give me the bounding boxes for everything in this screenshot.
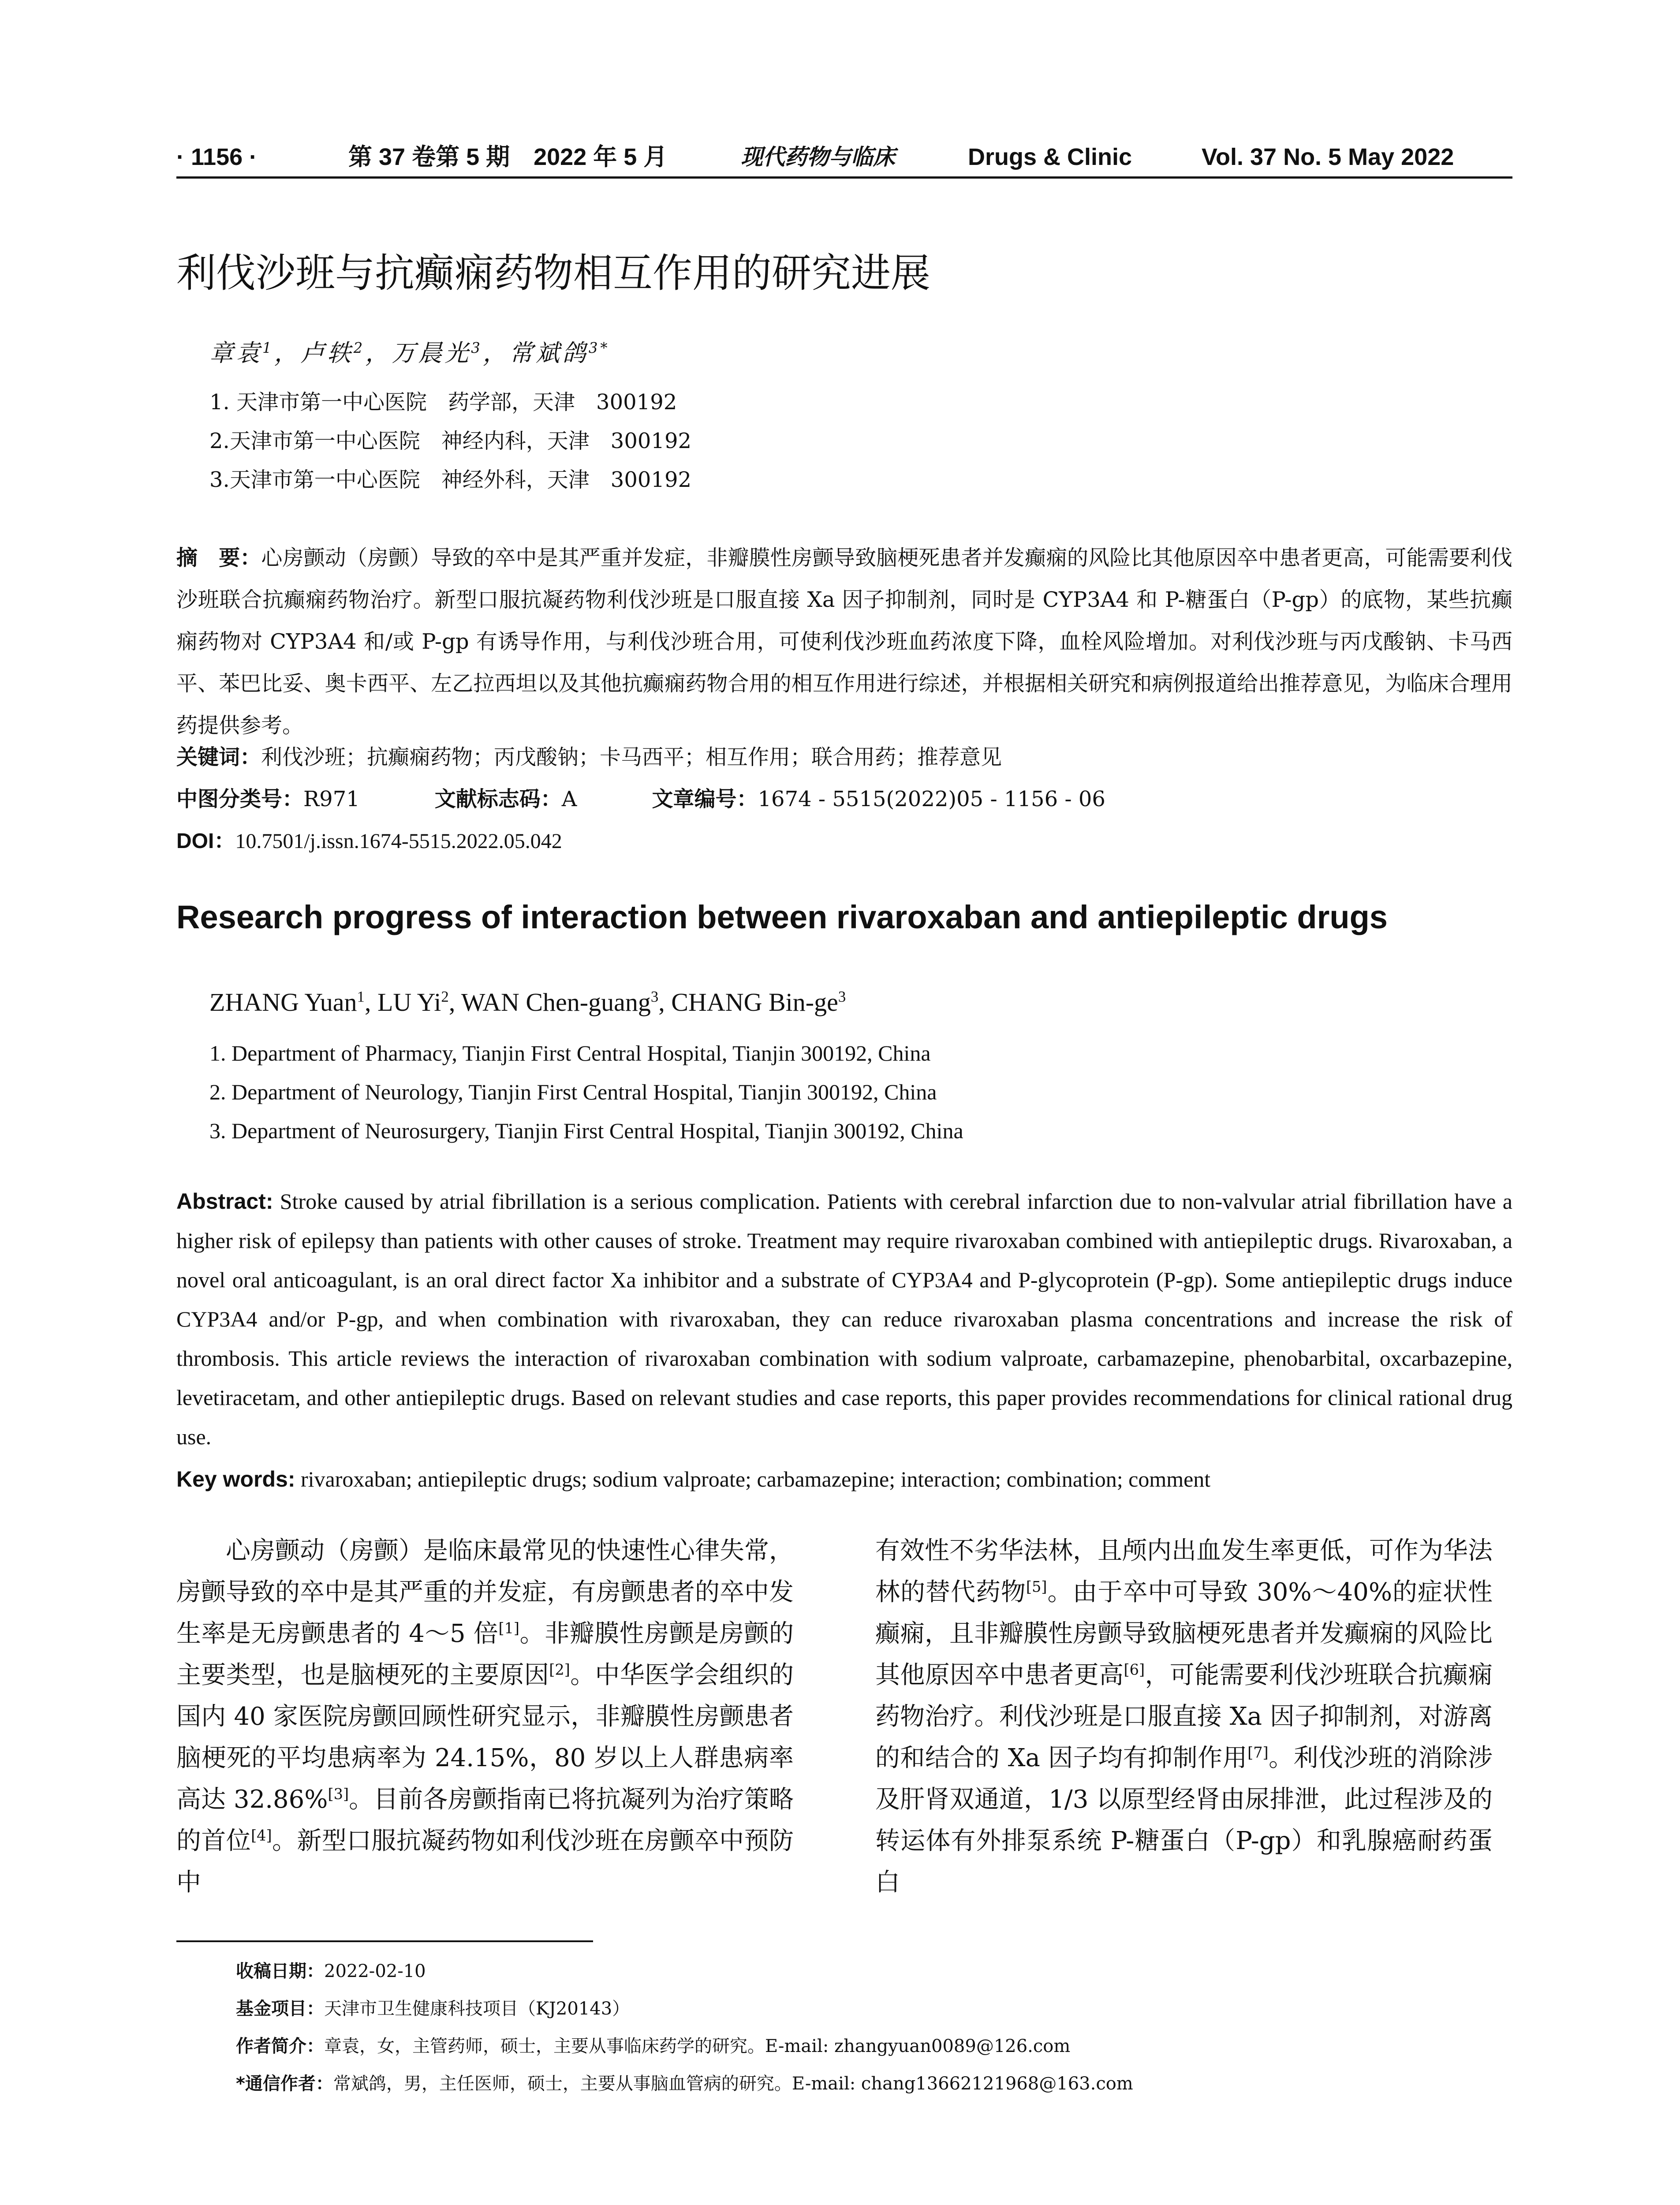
- authors-en: ZHANG Yuan$^1$, LU Yi$^2$, WAN Chen-guang$^3$, CHANG Bin-$ge^3$: [209, 988, 846, 1017]
- footnote-received: [236, 1958, 426, 1984]
- doi-value: 10.7501/j.issn.1674-5515.2022.05.042: [235, 830, 562, 853]
- keywords-cn: [176, 736, 1512, 778]
- author-value: 章袁，女，主管药师，硕士，主要从事临床药学的研究。E-mail: zhangyuan0089@126.com: [324, 2036, 1071, 2056]
- header-volume-cn: 第 37 卷第 5 期 2022 年 5 月: [348, 144, 668, 170]
- abstract-cn-label: 摘 要：: [176, 546, 261, 570]
- footnote-rule: [176, 1940, 593, 1942]
- received-value: 2022-02-10: [324, 1961, 426, 1981]
- affiliation-cn-1: 1. 天津市第一中心医院 药学部，天津 300192: [209, 390, 677, 415]
- abstract-en: [176, 1182, 1512, 1457]
- footnote-fund: [236, 1996, 630, 2022]
- header-page-number: · 1156 ·: [176, 144, 258, 170]
- doi-line: [176, 820, 1512, 862]
- doi-label: DOI：: [176, 830, 235, 853]
- abstract-en-text: Stroke caused by atrial fibrillation is a serious complication. Patients with cerebral infarction due to non-valvular atrial fibrillation have a higher risk of epilepsy than patients with other causes of stroke. Treatment may require rivaroxaban combined with antiepileptic drugs. Rivaroxaban, a novel oral anticoagulant, is an oral direct factor Xa inhibitor and a substrate of CYP3A4 and P-glycoprotein (P-gp). Some antiepileptic drugs induce CYP3A4 and/or P-gp, and when combination with rivaroxaban, they can reduce rivaroxaban plasma concentrations and increase the risk of thrombosis. This article reviews the interaction of rivaroxaban combination with sodium valproate, carbamazepine, phenobarbital, oxcarbazepine, levetiracetam, and other antiepileptic drugs. Based on relevant studies and case reports, this paper provides recommendations for clinical rational drug use.: [176, 1189, 1512, 1449]
- abstract-en-label: Abstract:: [176, 1189, 273, 1214]
- doc-code-value: A: [561, 787, 577, 811]
- fund-value: 天津市卫生健康科技项目（KJ20143）: [324, 1999, 630, 2019]
- body-right-column: 有效性不劣华法林，且颅内出血发生率更低，可作为华法林的替代药物[5]。由于卒中可导致 30%～40%的症状性癫痫，且非瓣膜性房颤导致脑梗死患者并发癫痫的风险比其他原因卒中患者更高[6]，可能需要利伐沙班联合抗癫痫药物治疗。利伐沙班是口服直接 Xa 因子抑制剂，对游离的和结合的 Xa 因子均有抑制作用[7]。利伐沙班的消除涉及肝肾双通道，1/3 以原型经肾由尿排泄，此过程涉及的转运体有外排泵系统 P-糖蛋白（P-gp）和乳腺癌耐药蛋白: [875, 1536, 1493, 1897]
- keywords-cn-text: 利伐沙班；抗癫痫药物；丙戊酸钠；卡马西平；相互作用；联合用药；推荐意见: [261, 745, 1002, 770]
- corr-value: 常斌鸽，男，主任医师，硕士，主要从事脑血管病的研究。E-mail: chang13662121968@163.com: [333, 2074, 1133, 2094]
- keywords-en-label: Key words:: [176, 1467, 295, 1491]
- clc-label: 中图分类号：: [176, 787, 304, 811]
- article-title-cn: 利伐沙班与抗癫痫药物相互作用的研究进展: [176, 250, 930, 296]
- received-label: 收稿日期：: [236, 1961, 324, 1981]
- doc-code-label: 文献标志码：: [434, 787, 562, 811]
- abstract-cn: [176, 537, 1512, 747]
- affiliation-en-1: 1. Department of Pharmacy, Tianjin First Central Hospital, Tianjin 300192, China: [209, 1041, 931, 1065]
- article-no-value: 1674 - 5515(2022)05 - 1156 - 06: [758, 787, 1105, 811]
- keywords-en: [176, 1460, 1512, 1499]
- abstract-cn-text: 心房颤动（房颤）导致的卒中是其严重并发症，非瓣膜性房颤导致脑梗死患者并发癫痫的风险比其他原因卒中患者更高，可能需要利伐沙班联合抗癫痫药物治疗。新型口服抗凝药物利伐沙班是口服直接 Xa 因子抑制剂，同时是 CYP3A4 和 P-糖蛋白（P-gp）的底物，某些抗癫痫药物对 CYP3A4 和/或 P-gp 有诱导作用，与利伐沙班合用，可使利伐沙班血药浓度下降，血栓风险增加。对利伐沙班与丙戊酸钠、卡马西平、苯巴比妥、奥卡西平、左乙拉西坦以及其他抗癫痫药物合用的相互作用进行综述，并根据相关研究和病例报道给出推荐意见，为临床合理用药提供参考。: [176, 546, 1512, 738]
- keywords-en-text: rivaroxaban; antiepileptic drugs; sodium valproate; carbamazepine; interaction; combination; comment: [301, 1467, 1211, 1491]
- author-label: 作者简介：: [236, 2036, 324, 2056]
- header-volume-en: Vol. 37 No. 5 May 2022: [1202, 144, 1454, 170]
- header-rule: [176, 176, 1512, 179]
- authors-cn: 章袁$^1$，卢轶$^2$，万晨光$^3$，常斌鸽$^{3*}$: [209, 339, 610, 367]
- keywords-cn-label: 关键词：: [176, 745, 261, 770]
- article-no-label: 文章编号：: [652, 787, 758, 811]
- classification-line: [176, 778, 1512, 820]
- header-journal-en: Drugs & Clinic: [968, 144, 1132, 170]
- body-left-column: 心房颤动（房颤）是临床最常见的快速性心律失常，房颤导致的卒中是其严重的并发症，有房颤患者的卒中发生率是无房颤患者的 4～5 倍[1]。非瓣膜性房颤是房颤的主要类型，也是脑梗死的主要原因[2]。中华医学会组织的国内 40 家医院房颤回顾性研究显示，非瓣膜性房颤患者脑梗死的平均患病率为 24.15%，80 岁以上人群患病率高达 32.86%[3]。目前各房颤指南已将抗凝列为治疗策略的首位[4]。新型口服抗凝药物如利伐沙班在房颤卒中预防中: [176, 1536, 794, 1897]
- header-journal-cn: 现代药物与临床: [741, 144, 895, 170]
- footnote-corresponding: [236, 2070, 1133, 2097]
- affiliation-en-3: 3. Department of Neurosurgery, Tianjin First Central Hospital, Tianjin 300192, China: [209, 1118, 963, 1143]
- clc-value: R971: [303, 787, 360, 811]
- affiliation-en-2: 2. Department of Neurology, Tianjin First Central Hospital, Tianjin 300192, China: [209, 1080, 937, 1104]
- affiliation-cn-3: 3.天津市第一中心医院 神经外科，天津 300192: [209, 467, 692, 492]
- article-title-en: Research progress of interaction between rivaroxaban and antiepileptic drugs: [176, 899, 1388, 935]
- footnote-author: [236, 2033, 1070, 2059]
- fund-label: 基金项目：: [236, 1999, 324, 2019]
- affiliation-cn-2: 2.天津市第一中心医院 神经内科，天津 300192: [209, 429, 692, 453]
- corr-label: *通信作者：: [236, 2074, 333, 2094]
